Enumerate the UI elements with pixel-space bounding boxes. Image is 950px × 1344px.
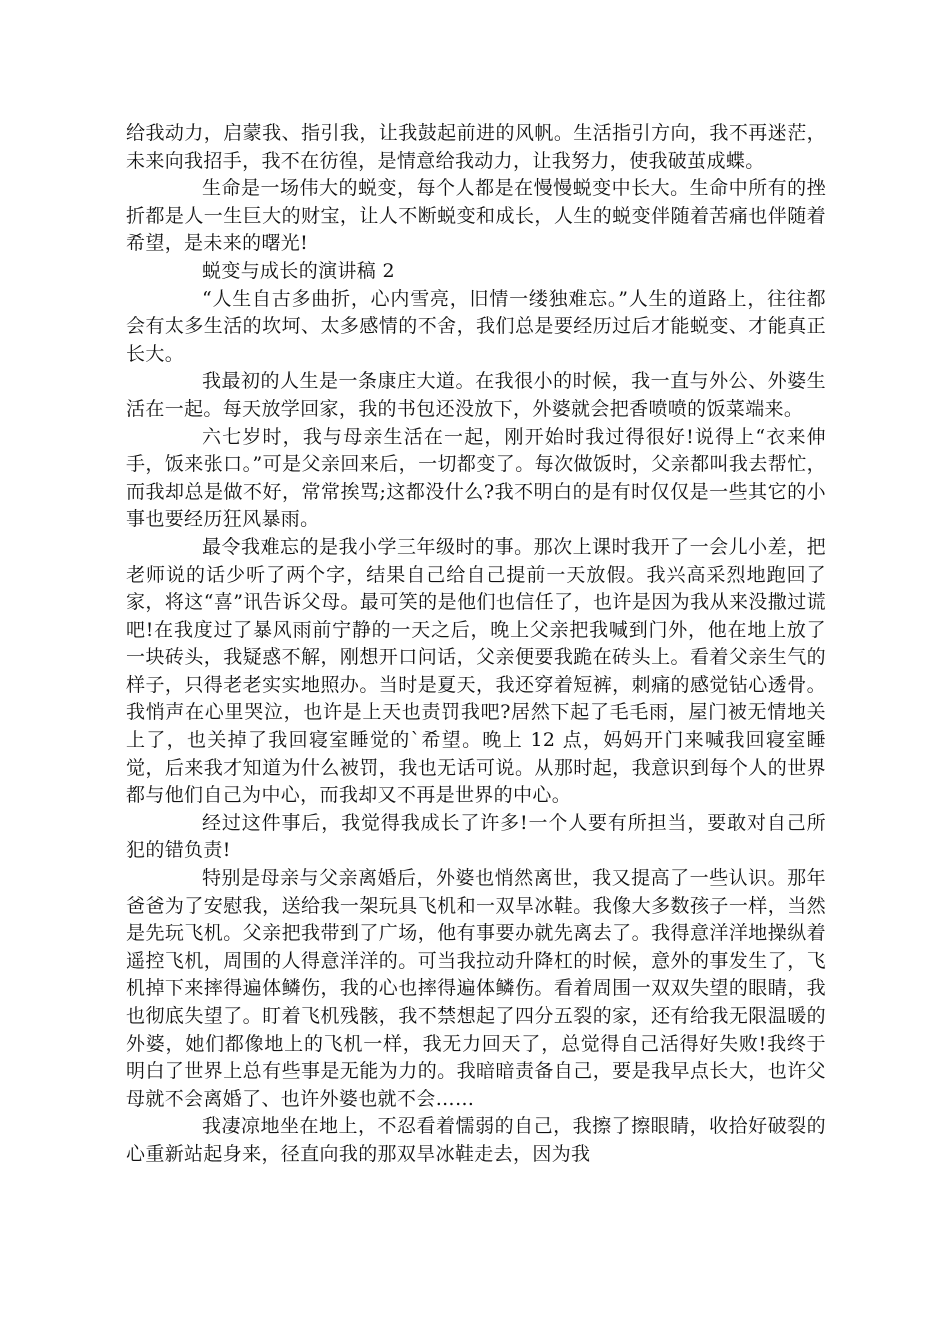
paragraph: 最令我难忘的是我小学三年级时的事。那次上课时我开了一会儿小差，把老师说的话少听了两个字，结果自己给自己提前一天放假。我兴高采烈地跑回了家，将这“喜”讯告诉父母。最可笑的是他们也信任了，也许是因为我从来没撒过谎吧!在我度过了暴风雨前宁静的一天之后，晚上父亲把我喊到门外，他在地上放了一块砖头，我疑惑不解，刚想开口问话，父亲便要我跪在砖头上。看着父亲生气的样子，只得老老实实地照办。当时是夏天，我还穿着短裤，刺痛的感觉钻心透骨。我悄声在心里哭泣，也许是上天也责罚我吧?居然下起了毛毛雨，屋门被无情地关上了，也关掉了我回寝室睡觉的`希望。晚上 12 点，妈妈开门来喊我回寝室睡觉，后来我才知道为什么被罚，我也无话可说。从那时起，我意识到每个人的世界都与他们自己为中心，而我却又不再是世界的中心。 [126,535,826,807]
paragraph: 我凄凉地坐在地上，不忍看着懦弱的自己，我擦了擦眼睛，收拾好破裂的心重新站起身来，径直向我的那双旱冰鞋走去，因为我 [126,1115,826,1165]
paragraph: 给我动力，启蒙我、指引我，让我鼓起前进的风帆。生活指引方向，我不再迷茫，未来向我招手，我不在彷徨，是情意给我动力，让我努力，使我破茧成蝶。 [126,122,826,172]
body-text [126,120,826,1169]
paragraph: 特别是母亲与父亲离婚后，外婆也悄然离世，我又提高了一些认识。那年爸爸为了安慰我，送给我一架玩具飞机和一双旱冰鞋。我像大多数孩子一样，当然是先玩飞机。父亲把我带到了广场，他有事要办就先离去了。我得意洋洋地操纵着遥控飞机，周围的人得意洋洋的。可当我拉动升降杠的时候，意外的事发生了，飞机掉下来摔得遍体鳞伤，我的心也摔得遍体鳞伤。看着周围一双双失望的眼睛，我也彻底失望了。盯着飞机残骸，我不禁想起了四分五裂的家，还有给我无限温暖的外婆，她们都像地上的飞机一样，我无力回天了，总觉得自己活得好失败!我终于明白了世界上总有些事是无能为力的。我暗暗责备自己，要是我早点长大，也许父母就不会离婚了、也许外婆也就不会…… [126,867,826,1110]
paragraph: 生命是一场伟大的蜕变，每个人都是在慢慢蜕变中长大。生命中所有的挫折都是人一生巨大的财宝，让人不断蜕变和成长，人生的蜕变伴随着苦痛也伴随着希望，是未来的曙光! [126,177,826,255]
paragraph: 我最初的人生是一条康庄大道。在我很小的时候，我一直与外公、外婆生活在一起。每天放学回家，我的书包还没放下，外婆就会把香喷喷的饭菜端来。 [126,370,826,420]
section-heading: 蜕变与成长的演讲稿 2 [202,259,395,282]
paragraph: 六七岁时，我与母亲生活在一起，刚开始时我过得很好!说得上“衣来伸手，饭来张口。”可是父亲回来后，一切都变了。每次做饭时，父亲都叫我去帮忙，而我却总是做不好，常常挨骂;这都没什么?我不明白的是有时仅仅是一些其它的小事也要经历狂风暴雨。 [126,425,826,531]
paragraph: “人生自古多曲折，心内雪亮，旧情一缕独难忘。”人生的道路上，往往都会有太多生活的坎坷、太多感情的不舍，我们总是要经历过后才能蜕变、才能真正长大。 [126,287,826,365]
paragraph: 经过这件事后，我觉得我成长了许多!一个人要有所担当，要敢对自己所犯的错负责! [126,811,826,862]
